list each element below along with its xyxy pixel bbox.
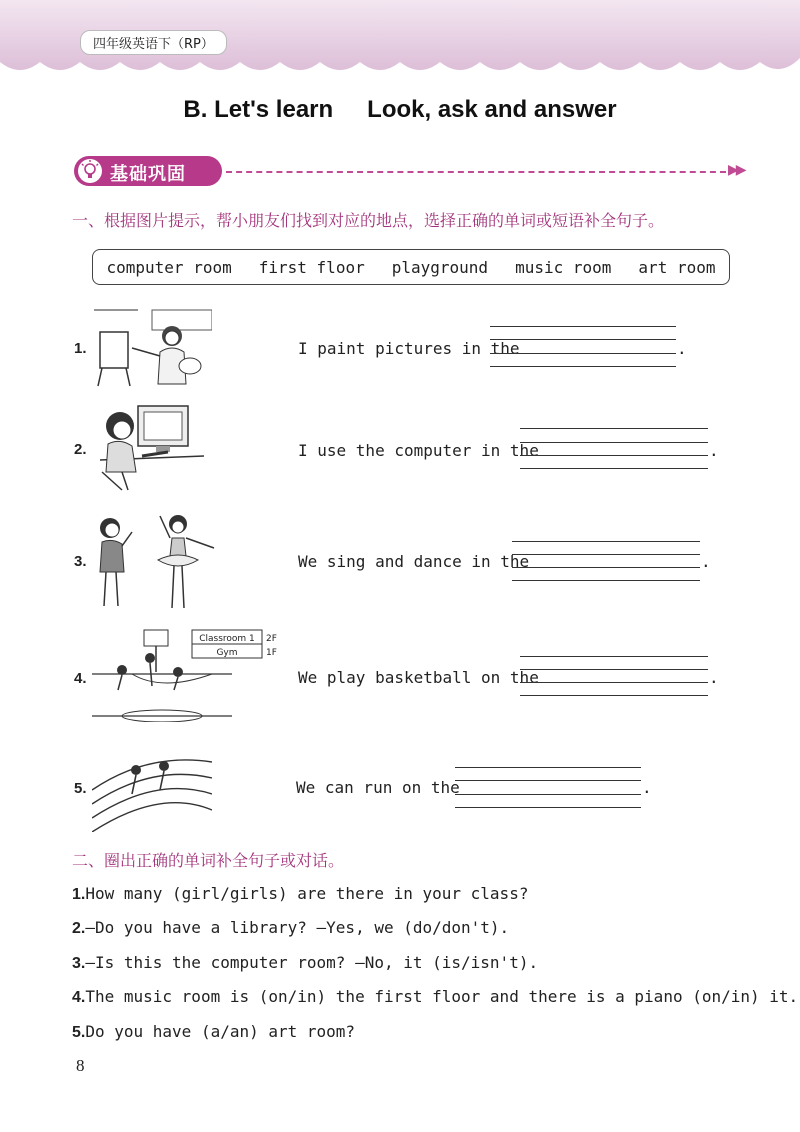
item-sentence: We sing and dance in the — [298, 552, 530, 571]
exercise2-item — [72, 953, 538, 973]
sentence-end: . — [701, 552, 711, 571]
answer-line[interactable] — [455, 780, 641, 781]
answer-line[interactable] — [512, 554, 700, 555]
exercise2-item — [72, 1022, 355, 1042]
answer-line[interactable] — [520, 682, 708, 683]
ex2-number: 1. — [72, 886, 86, 903]
lightbulb-icon — [78, 159, 102, 183]
section-badge-label: 基础巩固 — [110, 164, 186, 185]
item-number: 3. — [74, 553, 87, 570]
ex2-text[interactable]: The music room is (on/in) the first floor and there is a piano (on/in) it. — [85, 987, 799, 1006]
answer-line[interactable] — [520, 468, 708, 469]
pic-label-gym: Gym — [216, 648, 238, 658]
item-sentence: I paint pictures in the — [298, 339, 520, 358]
answer-line[interactable] — [520, 656, 708, 657]
ex2-number: 3. — [72, 955, 86, 972]
answer-line[interactable] — [490, 366, 676, 367]
sentence-end: . — [709, 668, 719, 687]
item-sentence: We can run on the — [296, 778, 460, 797]
word-bank-item[interactable]: computer room — [106, 257, 232, 277]
item-number: 4. — [74, 670, 87, 687]
exercise2-item — [72, 918, 509, 938]
ex2-number: 2. — [72, 920, 86, 937]
ex2-number: 4. — [72, 989, 86, 1006]
answer-line[interactable] — [490, 326, 676, 327]
answer-line[interactable] — [455, 807, 641, 808]
item-number: 1. — [74, 340, 87, 357]
pic-label-2f: 2F — [266, 634, 277, 644]
word-bank-item[interactable]: art room — [638, 257, 716, 277]
pic-label-1f: 1F — [266, 648, 277, 658]
answer-line[interactable] — [512, 580, 700, 581]
exercise2-item — [72, 884, 528, 904]
double-arrow-icon: ▶▶ — [728, 162, 744, 178]
answer-line[interactable] — [455, 794, 641, 795]
exercise2-instruction: 二、圈出正确的单词补全句子或对话。 — [72, 851, 345, 870]
page-title — [0, 96, 800, 124]
answer-line[interactable] — [520, 428, 708, 429]
item-number: 2. — [74, 441, 87, 458]
sentence-end: . — [709, 441, 719, 460]
page-number: 8 — [76, 1056, 85, 1075]
painting-illustration — [92, 304, 212, 388]
item-sentence: We play basketball on the — [298, 668, 539, 687]
answer-line[interactable] — [512, 567, 700, 568]
section-badge — [74, 156, 222, 186]
ex2-text[interactable]: Do you have (a/an) art room? — [85, 1022, 356, 1041]
answer-line[interactable] — [512, 541, 700, 542]
word-bank-item[interactable]: music room — [515, 257, 612, 277]
ex2-text[interactable]: —Is this the computer room? —No, it (is/isn't). — [85, 953, 539, 972]
basketball-illustration — [92, 626, 292, 722]
answer-line[interactable] — [490, 339, 676, 340]
answer-line[interactable] — [490, 353, 676, 354]
sentence-end: . — [642, 778, 652, 797]
ex2-number: 5. — [72, 1024, 86, 1041]
ex2-text[interactable]: How many (girl/girls) are there in your class? — [85, 884, 529, 903]
lesson-part: B. Let's learn — [183, 96, 334, 123]
answer-line[interactable] — [455, 767, 641, 768]
exercise1-instruction: 一、根据图片提示，帮小朋友们找到对应的地点，选择正确的单词或短语补全句子。 — [72, 211, 665, 230]
section-divider — [226, 171, 726, 173]
lesson-subtitle: Look, ask and answer — [367, 96, 617, 123]
answer-line[interactable] — [520, 455, 708, 456]
answer-line[interactable] — [520, 695, 708, 696]
answer-line[interactable] — [520, 669, 708, 670]
running-track-illustration — [92, 744, 212, 832]
item-number: 5. — [74, 780, 87, 797]
computer-illustration — [92, 400, 212, 492]
sentence-end: . — [677, 339, 687, 358]
book-tag: 四年级英语下（RP） — [80, 30, 227, 55]
sing-dance-illustration — [92, 510, 222, 614]
word-bank-item[interactable]: first floor — [258, 257, 365, 277]
answer-line[interactable] — [520, 442, 708, 443]
item-sentence: I use the computer in the — [298, 441, 539, 460]
word-bank — [92, 249, 730, 285]
exercise2-item — [72, 987, 798, 1007]
ex2-text[interactable]: —Do you have a library? —Yes, we (do/don't). — [85, 918, 510, 937]
word-bank-item[interactable]: playground — [391, 257, 489, 277]
pic-label-classroom: Classroom 1 — [199, 634, 255, 644]
